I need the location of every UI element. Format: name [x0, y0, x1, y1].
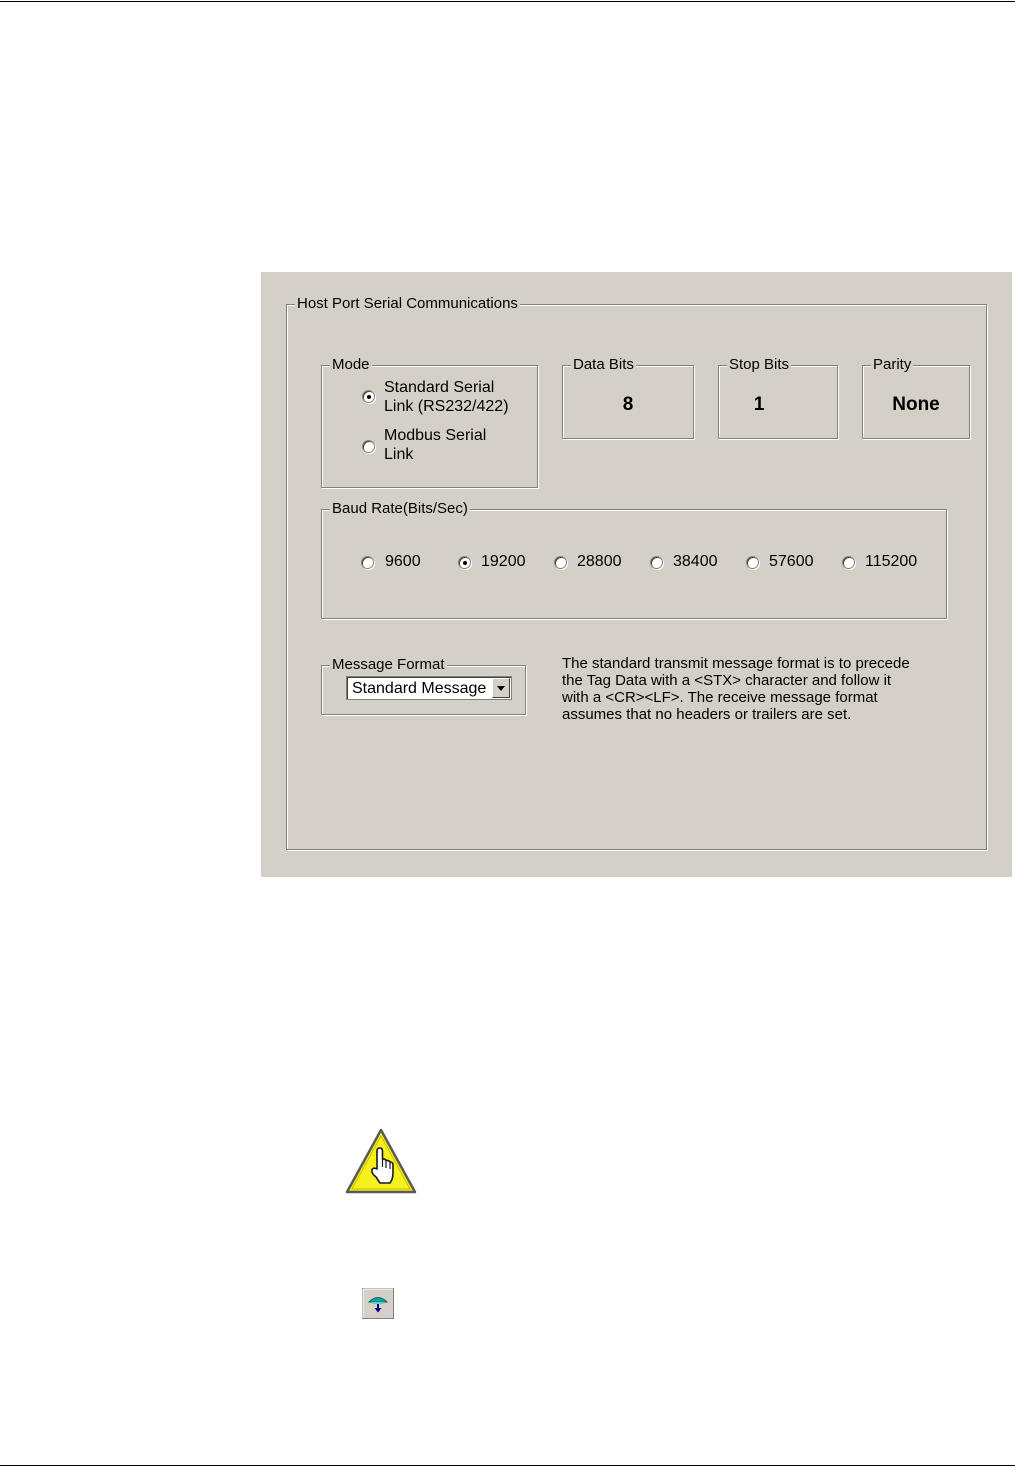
baud-rate-group [321, 500, 947, 619]
baud-radio-9600[interactable] [361, 556, 374, 569]
baud-label-38400[interactable]: 38400 [673, 553, 718, 570]
mode-group [321, 356, 538, 488]
parity-title: Parity [873, 356, 912, 373]
description-line: The standard transmit message format is to precede [562, 655, 910, 672]
description-line: the Tag Data with a <STX> character and follow it [562, 672, 892, 689]
page-top-rule [0, 1, 1015, 2]
message-format-description [562, 655, 962, 723]
toolbar-download-icon[interactable] [362, 1288, 394, 1319]
baud-radio-115200[interactable] [842, 556, 855, 569]
baud-label-115200[interactable]: 115200 [865, 553, 918, 570]
baud-label-19200[interactable]: 19200 [481, 553, 526, 570]
chevron-down-icon[interactable] [492, 678, 510, 698]
host-port-group [286, 295, 987, 850]
parity-group [862, 356, 970, 439]
message-format-title: Message Format [332, 656, 445, 673]
baud-radio-57600[interactable] [746, 556, 759, 569]
mode-standard-label-line1[interactable]: Standard Serial [384, 379, 495, 396]
baud-label-57600[interactable]: 57600 [769, 553, 814, 570]
mode-modbus-label-line1[interactable]: Modbus Serial [384, 427, 487, 444]
baud-radio-28800[interactable] [554, 556, 567, 569]
host-port-dialog [261, 272, 1012, 877]
mode-standard-label-line2[interactable]: Link (RS232/422) [384, 398, 509, 415]
stop-bits-group [718, 356, 838, 439]
data-bits-group [562, 356, 694, 439]
warning-hand-icon [344, 1127, 418, 1195]
data-bits-title: Data Bits [573, 356, 634, 373]
mode-standard-radio[interactable] [362, 390, 375, 403]
stop-bits-value: 1 [753, 394, 765, 415]
mode-title: Mode [332, 356, 370, 373]
description-line: with a <CR><LF>. The receive message format [562, 689, 878, 706]
host-port-group-title: Host Port Serial Communications [297, 295, 518, 312]
baud-radio-38400[interactable] [650, 556, 663, 569]
data-bits-value: 8 [622, 394, 634, 415]
mode-modbus-radio[interactable] [362, 440, 375, 453]
baud-label-9600[interactable]: 9600 [385, 553, 421, 570]
baud-label-28800[interactable]: 28800 [577, 553, 622, 570]
description-line: assumes that no headers or trailers are set. [562, 706, 852, 723]
message-format-group [321, 656, 526, 715]
mode-modbus-label-line2[interactable]: Link [384, 446, 414, 463]
baud-radio-19200[interactable] [458, 556, 471, 569]
stop-bits-title: Stop Bits [729, 356, 790, 373]
message-format-select[interactable] [346, 676, 512, 700]
parity-value: None [892, 394, 940, 415]
message-format-value: Standard Message [352, 680, 487, 697]
baud-rate-title: Baud Rate(Bits/Sec) [332, 500, 468, 517]
